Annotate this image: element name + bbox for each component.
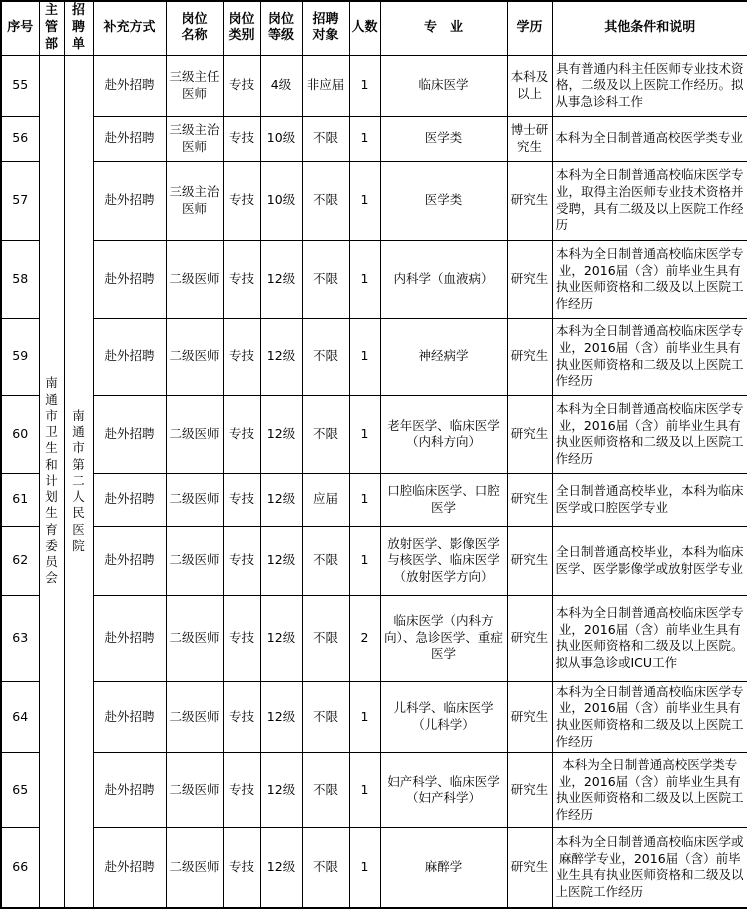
- cell-count: 1: [349, 240, 380, 318]
- col-header-category: [223, 1, 260, 55]
- cell-notes: 本科为全日制普通高校临床医学专业，2016届（含）前毕业生具有执业医师资格和二级及以上医院。拟从事急诊或ICU工作: [552, 595, 747, 681]
- cell-no: 66: [1, 828, 39, 908]
- cell-major: 老年医学、临床医学（内科方向）: [380, 395, 507, 473]
- cell-method: 赴外招聘: [93, 116, 166, 161]
- cell-category: 专技: [223, 681, 260, 753]
- cell-category: 专技: [223, 595, 260, 681]
- cell-no: 65: [1, 753, 39, 828]
- cell-category: 专技: [223, 116, 260, 161]
- cell-title: 二级医师: [166, 526, 223, 595]
- cell-education: 研究生: [507, 595, 552, 681]
- cell-target: 不限: [302, 526, 349, 595]
- cell-notes: 本科为全日制普通高校临床医学或麻醉学专业，2016届（含）前毕业生具有执业医师资格和二级及以上医院工作经历: [552, 828, 747, 908]
- cell-education: 研究生: [507, 828, 552, 908]
- cell-count: 2: [349, 595, 380, 681]
- table-row: [1, 595, 747, 681]
- cell-method: 赴外招聘: [93, 240, 166, 318]
- col-header-employer-label: 招聘单: [71, 3, 85, 52]
- cell-grade: 12级: [260, 828, 302, 908]
- table-row: [1, 526, 747, 595]
- cell-grade: 12级: [260, 595, 302, 681]
- cell-education: 研究生: [507, 526, 552, 595]
- employer-label: 南通市第二人民医院: [72, 407, 85, 553]
- cell-major: 妇产科学、临床医学（妇产科学）: [380, 753, 507, 828]
- cell-count: 1: [349, 116, 380, 161]
- table-row: [1, 681, 747, 753]
- cell-major: 医学类: [380, 116, 507, 161]
- cell-grade: 12级: [260, 240, 302, 318]
- cell-education: 研究生: [507, 473, 552, 526]
- cell-notes: 具有普通内科主任医师专业技术资格，二级及以上医院工作经历。拟从事急诊科工作: [552, 55, 747, 116]
- cell-major: 麻醉学: [380, 828, 507, 908]
- cell-no: 62: [1, 526, 39, 595]
- cell-count: 1: [349, 473, 380, 526]
- cell-title: 二级医师: [166, 318, 223, 395]
- col-header-target: [302, 1, 349, 55]
- col-header-grade-label: 岗位等级: [267, 12, 294, 44]
- table-row: [1, 161, 747, 240]
- cell-target: 不限: [302, 681, 349, 753]
- table-row: [1, 240, 747, 318]
- cell-education: 研究生: [507, 240, 552, 318]
- cell-category: 专技: [223, 473, 260, 526]
- cell-target: 不限: [302, 595, 349, 681]
- cell-grade: 10级: [260, 161, 302, 240]
- cell-notes: 本科为全日制普通高校临床医学专业，2016届（含）前毕业生具有执业医师资格和二级及以上医院工作经历: [552, 395, 747, 473]
- col-header-education: 学历: [507, 1, 552, 55]
- cell-education: 研究生: [507, 753, 552, 828]
- col-header-no: 序号: [1, 1, 39, 55]
- cell-education: 研究生: [507, 395, 552, 473]
- cell-no: 60: [1, 395, 39, 473]
- cell-count: 1: [349, 395, 380, 473]
- cell-count: 1: [349, 681, 380, 753]
- cell-target: 不限: [302, 828, 349, 908]
- cell-education: 本科及以上: [507, 55, 552, 116]
- cell-grade: 12级: [260, 318, 302, 395]
- col-header-category-label: 岗位类别: [228, 12, 255, 44]
- cell-grade: 12级: [260, 395, 302, 473]
- cell-education: 研究生: [507, 681, 552, 753]
- cell-notes: 本科为全日制普通高校医学类专业: [552, 116, 747, 161]
- employer-cell: [64, 55, 93, 908]
- col-header-dept: [39, 1, 64, 55]
- table-row: [1, 753, 747, 828]
- table-row: [1, 828, 747, 908]
- cell-grade: 4级: [260, 55, 302, 116]
- col-header-grade: [260, 1, 302, 55]
- cell-method: 赴外招聘: [93, 681, 166, 753]
- cell-grade: 10级: [260, 116, 302, 161]
- cell-title: 二级医师: [166, 681, 223, 753]
- cell-education: 博士研究生: [507, 116, 552, 161]
- table-row: [1, 473, 747, 526]
- cell-category: 专技: [223, 395, 260, 473]
- cell-method: 赴外招聘: [93, 318, 166, 395]
- table-row: [1, 395, 747, 473]
- cell-notes: 本科为全日制普通高校临床医学专业，2016届（含）前毕业生具有执业医师资格和二级及以上医院工作经历: [552, 318, 747, 395]
- cell-method: 赴外招聘: [93, 595, 166, 681]
- cell-category: 专技: [223, 55, 260, 116]
- cell-grade: 12级: [260, 526, 302, 595]
- col-header-dept-label: 主管部: [44, 3, 58, 52]
- cell-major: 临床医学: [380, 55, 507, 116]
- cell-major: 医学类: [380, 161, 507, 240]
- cell-category: 专技: [223, 526, 260, 595]
- cell-target: 不限: [302, 161, 349, 240]
- cell-target: 非应届: [302, 55, 349, 116]
- dept-label: 南通市卫生和计划生育委员会: [45, 375, 58, 586]
- col-header-major: 专 业: [380, 1, 507, 55]
- cell-title: 三级主治医师: [166, 116, 223, 161]
- cell-title: 二级医师: [166, 595, 223, 681]
- cell-category: 专技: [223, 828, 260, 908]
- cell-category: 专技: [223, 318, 260, 395]
- col-header-count: 人数: [349, 1, 380, 55]
- cell-no: 59: [1, 318, 39, 395]
- table-row: [1, 55, 747, 116]
- cell-major: 神经病学: [380, 318, 507, 395]
- cell-no: 55: [1, 55, 39, 116]
- cell-title: 二级医师: [166, 473, 223, 526]
- col-header-employer: [64, 1, 93, 55]
- cell-target: 不限: [302, 753, 349, 828]
- cell-grade: 12级: [260, 473, 302, 526]
- cell-major: 临床医学（内科方向）、急诊医学、重症医学: [380, 595, 507, 681]
- header-row: [1, 1, 747, 55]
- cell-title: 三级主治医师: [166, 161, 223, 240]
- cell-notes: 本科为全日制普通高校临床医学专业，2016届（含）前毕业生具有执业医师资格和二级及以上医院工作经历: [552, 681, 747, 753]
- cell-method: 赴外招聘: [93, 55, 166, 116]
- col-header-title-label: 岗位名称: [181, 12, 208, 44]
- cell-title: 二级医师: [166, 395, 223, 473]
- cell-major: 儿科学、临床医学（儿科学）: [380, 681, 507, 753]
- cell-notes: 全日制普通高校毕业，本科为临床医学或口腔医学专业: [552, 473, 747, 526]
- cell-no: 63: [1, 595, 39, 681]
- cell-category: 专技: [223, 240, 260, 318]
- cell-notes: 全日制普通高校毕业，本科为临床医学、医学影像学或放射医学专业: [552, 526, 747, 595]
- cell-target: 不限: [302, 240, 349, 318]
- cell-target: 不限: [302, 116, 349, 161]
- cell-target: 不限: [302, 318, 349, 395]
- cell-education: 研究生: [507, 318, 552, 395]
- col-header-method: 补充方式: [93, 1, 166, 55]
- cell-notes: 本科为全日制普通高校临床医学专业，取得主治医师专业技术资格并受聘，具有二级及以上医院工作经历: [552, 161, 747, 240]
- cell-title: 三级主任医师: [166, 55, 223, 116]
- table-row: [1, 318, 747, 395]
- cell-count: 1: [349, 55, 380, 116]
- cell-title: 二级医师: [166, 828, 223, 908]
- cell-no: 61: [1, 473, 39, 526]
- cell-target: 不限: [302, 395, 349, 473]
- cell-count: 1: [349, 161, 380, 240]
- cell-title: 二级医师: [166, 753, 223, 828]
- cell-target: 应届: [302, 473, 349, 526]
- cell-no: 56: [1, 116, 39, 161]
- col-header-title: [166, 1, 223, 55]
- cell-no: 57: [1, 161, 39, 240]
- cell-method: 赴外招聘: [93, 828, 166, 908]
- cell-no: 64: [1, 681, 39, 753]
- cell-major: 内科学（血液病）: [380, 240, 507, 318]
- cell-notes: 本科为全日制普通高校医学类专业，2016届（含）前毕业生具有执业医师资格和二级及以上医院工作经历: [552, 753, 747, 828]
- cell-method: 赴外招聘: [93, 526, 166, 595]
- cell-title: 二级医师: [166, 240, 223, 318]
- cell-count: 1: [349, 753, 380, 828]
- cell-method: 赴外招聘: [93, 473, 166, 526]
- cell-education: 研究生: [507, 161, 552, 240]
- cell-category: 专技: [223, 753, 260, 828]
- cell-method: 赴外招聘: [93, 753, 166, 828]
- col-header-notes: 其他条件和说明: [552, 1, 747, 55]
- cell-major: 口腔临床医学、口腔医学: [380, 473, 507, 526]
- dept-cell: [39, 55, 64, 908]
- cell-count: 1: [349, 526, 380, 595]
- cell-no: 58: [1, 240, 39, 318]
- cell-major: 放射医学、影像医学与核医学、临床医学（放射医学方向）: [380, 526, 507, 595]
- cell-method: 赴外招聘: [93, 395, 166, 473]
- cell-count: 1: [349, 318, 380, 395]
- cell-count: 1: [349, 828, 380, 908]
- cell-method: 赴外招聘: [93, 161, 166, 240]
- table-row: [1, 116, 747, 161]
- col-header-target-label: 招聘对象: [312, 12, 339, 44]
- cell-notes: 本科为全日制普通高校临床医学专业，2016届（含）前毕业生具有执业医师资格和二级及以上医院工作经历: [552, 240, 747, 318]
- cell-grade: 12级: [260, 681, 302, 753]
- cell-category: 专技: [223, 161, 260, 240]
- cell-grade: 12级: [260, 753, 302, 828]
